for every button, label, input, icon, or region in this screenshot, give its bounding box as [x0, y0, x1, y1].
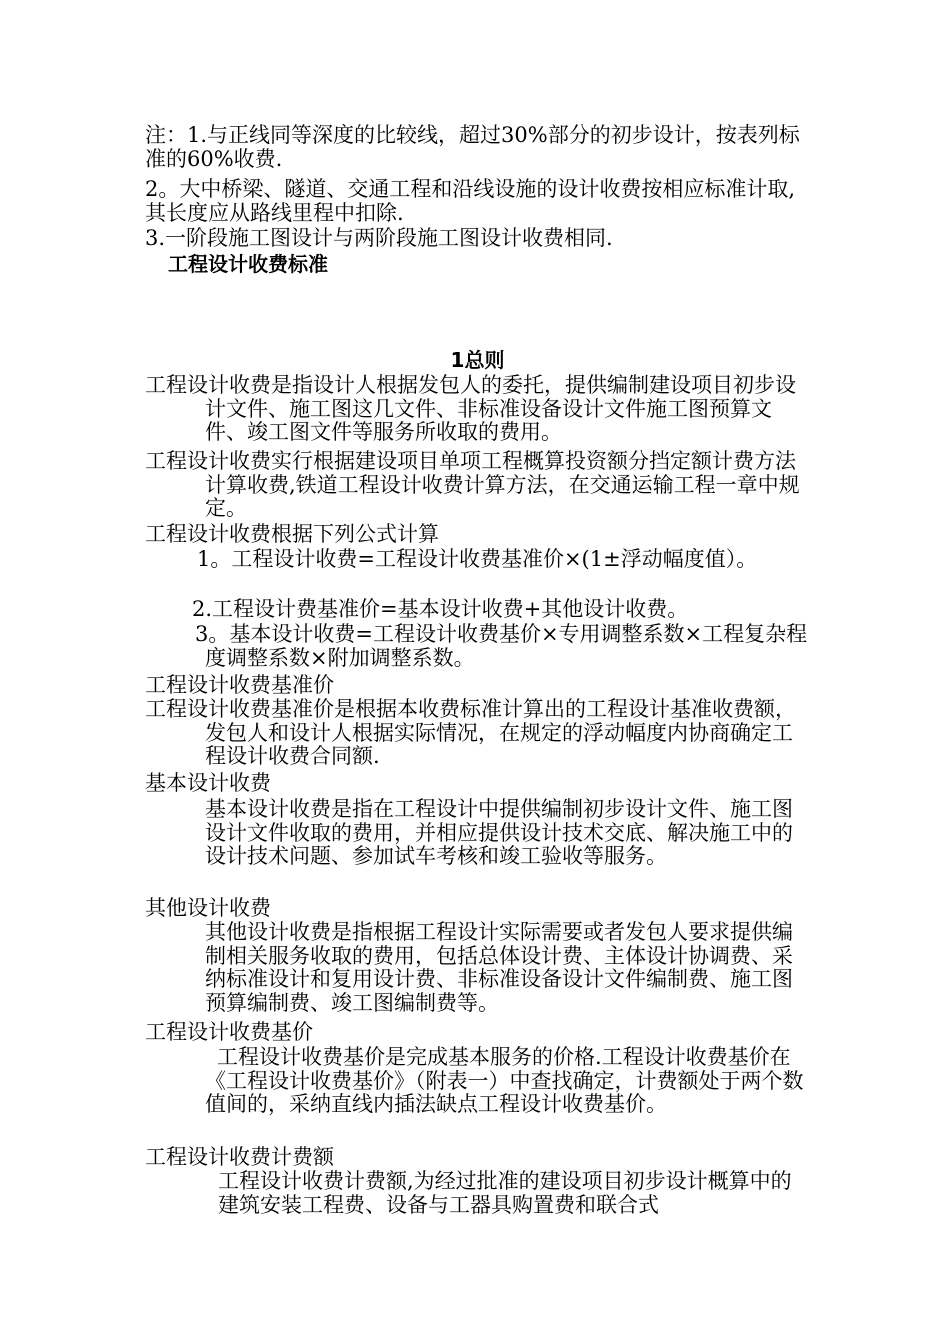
heading-base-price: 工程设计收费基准价 — [145, 673, 334, 697]
heading-other-fee: 其他设计收费 — [145, 896, 271, 920]
formula-2: 2.工程设计费基准价=基本设计收费+其他设计收费。 — [192, 597, 689, 621]
paragraph-method: 工程设计收费实行根据建设项目单项工程概算投资额分挡定额计费方法计算收费,铁道工程设计收费计算方法，在交通运输工程一章中规定。 — [145, 449, 800, 520]
heading-fee-amount: 工程设计收费计费额 — [145, 1145, 334, 1169]
note-2: 2。大中桥梁、隧道、交通工程和沿线设施的设计收费按相应标准计取,其长度应从路线里程中扣除. — [145, 177, 796, 225]
paragraph-other-fee: 其他设计收费是指根据工程设计实际需要或者发包人要求提供编制相关服务收取的费用，包括总体设计费、主体设计协调费、采纳标准设计和复用设计费、非标准设备设计文件编制费、施工图预算编制费、竣工图编制费等。 — [205, 920, 793, 1015]
paragraph-basic-fee: 基本设计收费是指在工程设计中提供编制初步设计文件、施工图设计文件收取的费用，并相应提供设计技术交底、解决施工中的设计技术问题、参加试车考核和竣工验收等服务。 — [205, 797, 793, 868]
formula-1: 1。工程设计收费=工程设计收费基准价×(1±浮动幅度值）。 — [197, 547, 758, 571]
paragraph-base-price: 工程设计收费基准价是根据本收费标准计算出的工程设计基准收费额，发包人和设计人根据实际情况，在规定的浮动幅度内协商确定工程设计收费合同额. — [145, 697, 796, 768]
paragraph-definition: 工程设计收费是指设计人根据发包人的委托，提供编制建设项目初步设计文件、施工图这几文件、非标准设备设计文件施工图预算文件、竣工图文件等服务所收取的费用。 — [145, 373, 796, 444]
paragraph-formula-intro: 工程设计收费根据下列公式计算 — [145, 522, 439, 546]
section-title: 1总则 — [450, 348, 505, 372]
document-title: 工程设计收费标准 — [168, 252, 328, 276]
note-1: 注：1.与正线同等深度的比较线，超过30%部分的初步设计，按表列标准的60%收费. — [145, 123, 800, 171]
formula-3: 3。基本设计收费=工程设计收费基价×专用调整系数×工程复杂程度调整系数×附加调整系数。 — [195, 622, 808, 670]
note-3: 3.一阶段施工图设计与两阶段施工图设计收费相同. — [145, 226, 613, 250]
heading-fee-base: 工程设计收费基价 — [145, 1020, 313, 1044]
paragraph-fee-amount: 工程设计收费计费额,为经过批准的建设项目初步设计概算中的建筑安装工程费、设备与工器具购置费和联合式 — [218, 1169, 792, 1217]
heading-basic-fee: 基本设计收费 — [145, 771, 271, 795]
paragraph-fee-base: 工程设计收费基价是完成基本服务的价格.工程设计收费基价在《工程设计收费基价》（附表一）中查找确定，计费额处于两个数值间的，采纳直线内插法缺点工程设计收费基价。 — [205, 1045, 804, 1116]
